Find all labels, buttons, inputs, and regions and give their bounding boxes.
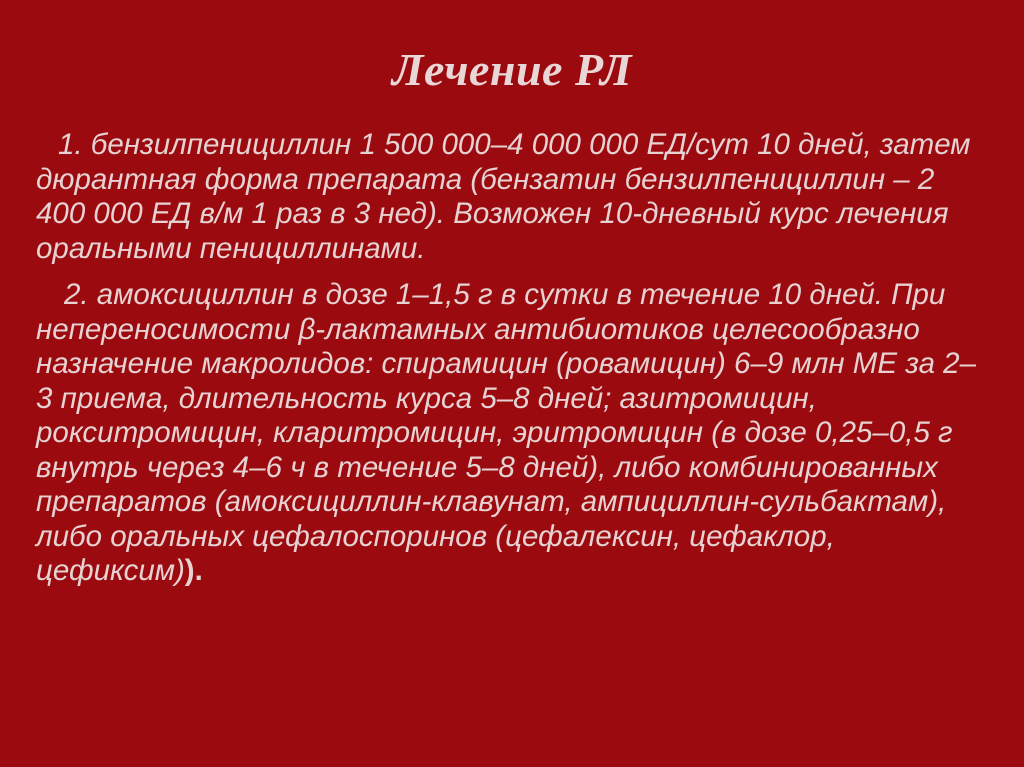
paragraph-amoxicillin-text: 2. амоксициллин в дозе 1–1,5 г в сутки в течение 10 дней. При непереносимости β-лактамных антибиотиков целесообразно назначение макролидов: спирамицин (ровамицин) 6–9 млн МЕ за 2–3 приема, длительность курса 5–8 дней; азитромицин, рокситромицин, кларитромицин, эритромицин (в дозе 0,25–0,5 г внутрь через 4–6 ч в течение 5–8 дней), либо комбинированных препаратов (амоксициллин-клавунат, ампициллин-сульбактам), либо оральных цефалоспоринов (цефалексин, цефаклор, цефиксим) — [36, 278, 976, 587]
paragraph-penicillin: 1. бензилпенициллин 1 500 000–4 000 000 ЕД/сут 10 дней, затем дюрантная форма препарата (бензатин бензилпенициллин – 2 400 000 ЕД в/м 1 раз в 3 нед). Возможен 10-дневный курс лечения оральными пенициллинами. — [36, 128, 971, 265]
slide-title: Лечение РЛ — [391, 44, 633, 95]
paragraph-amoxicillin — [36, 278, 986, 589]
slide-body — [36, 128, 986, 589]
paragraph-closing-punctuation: ). — [184, 554, 203, 587]
